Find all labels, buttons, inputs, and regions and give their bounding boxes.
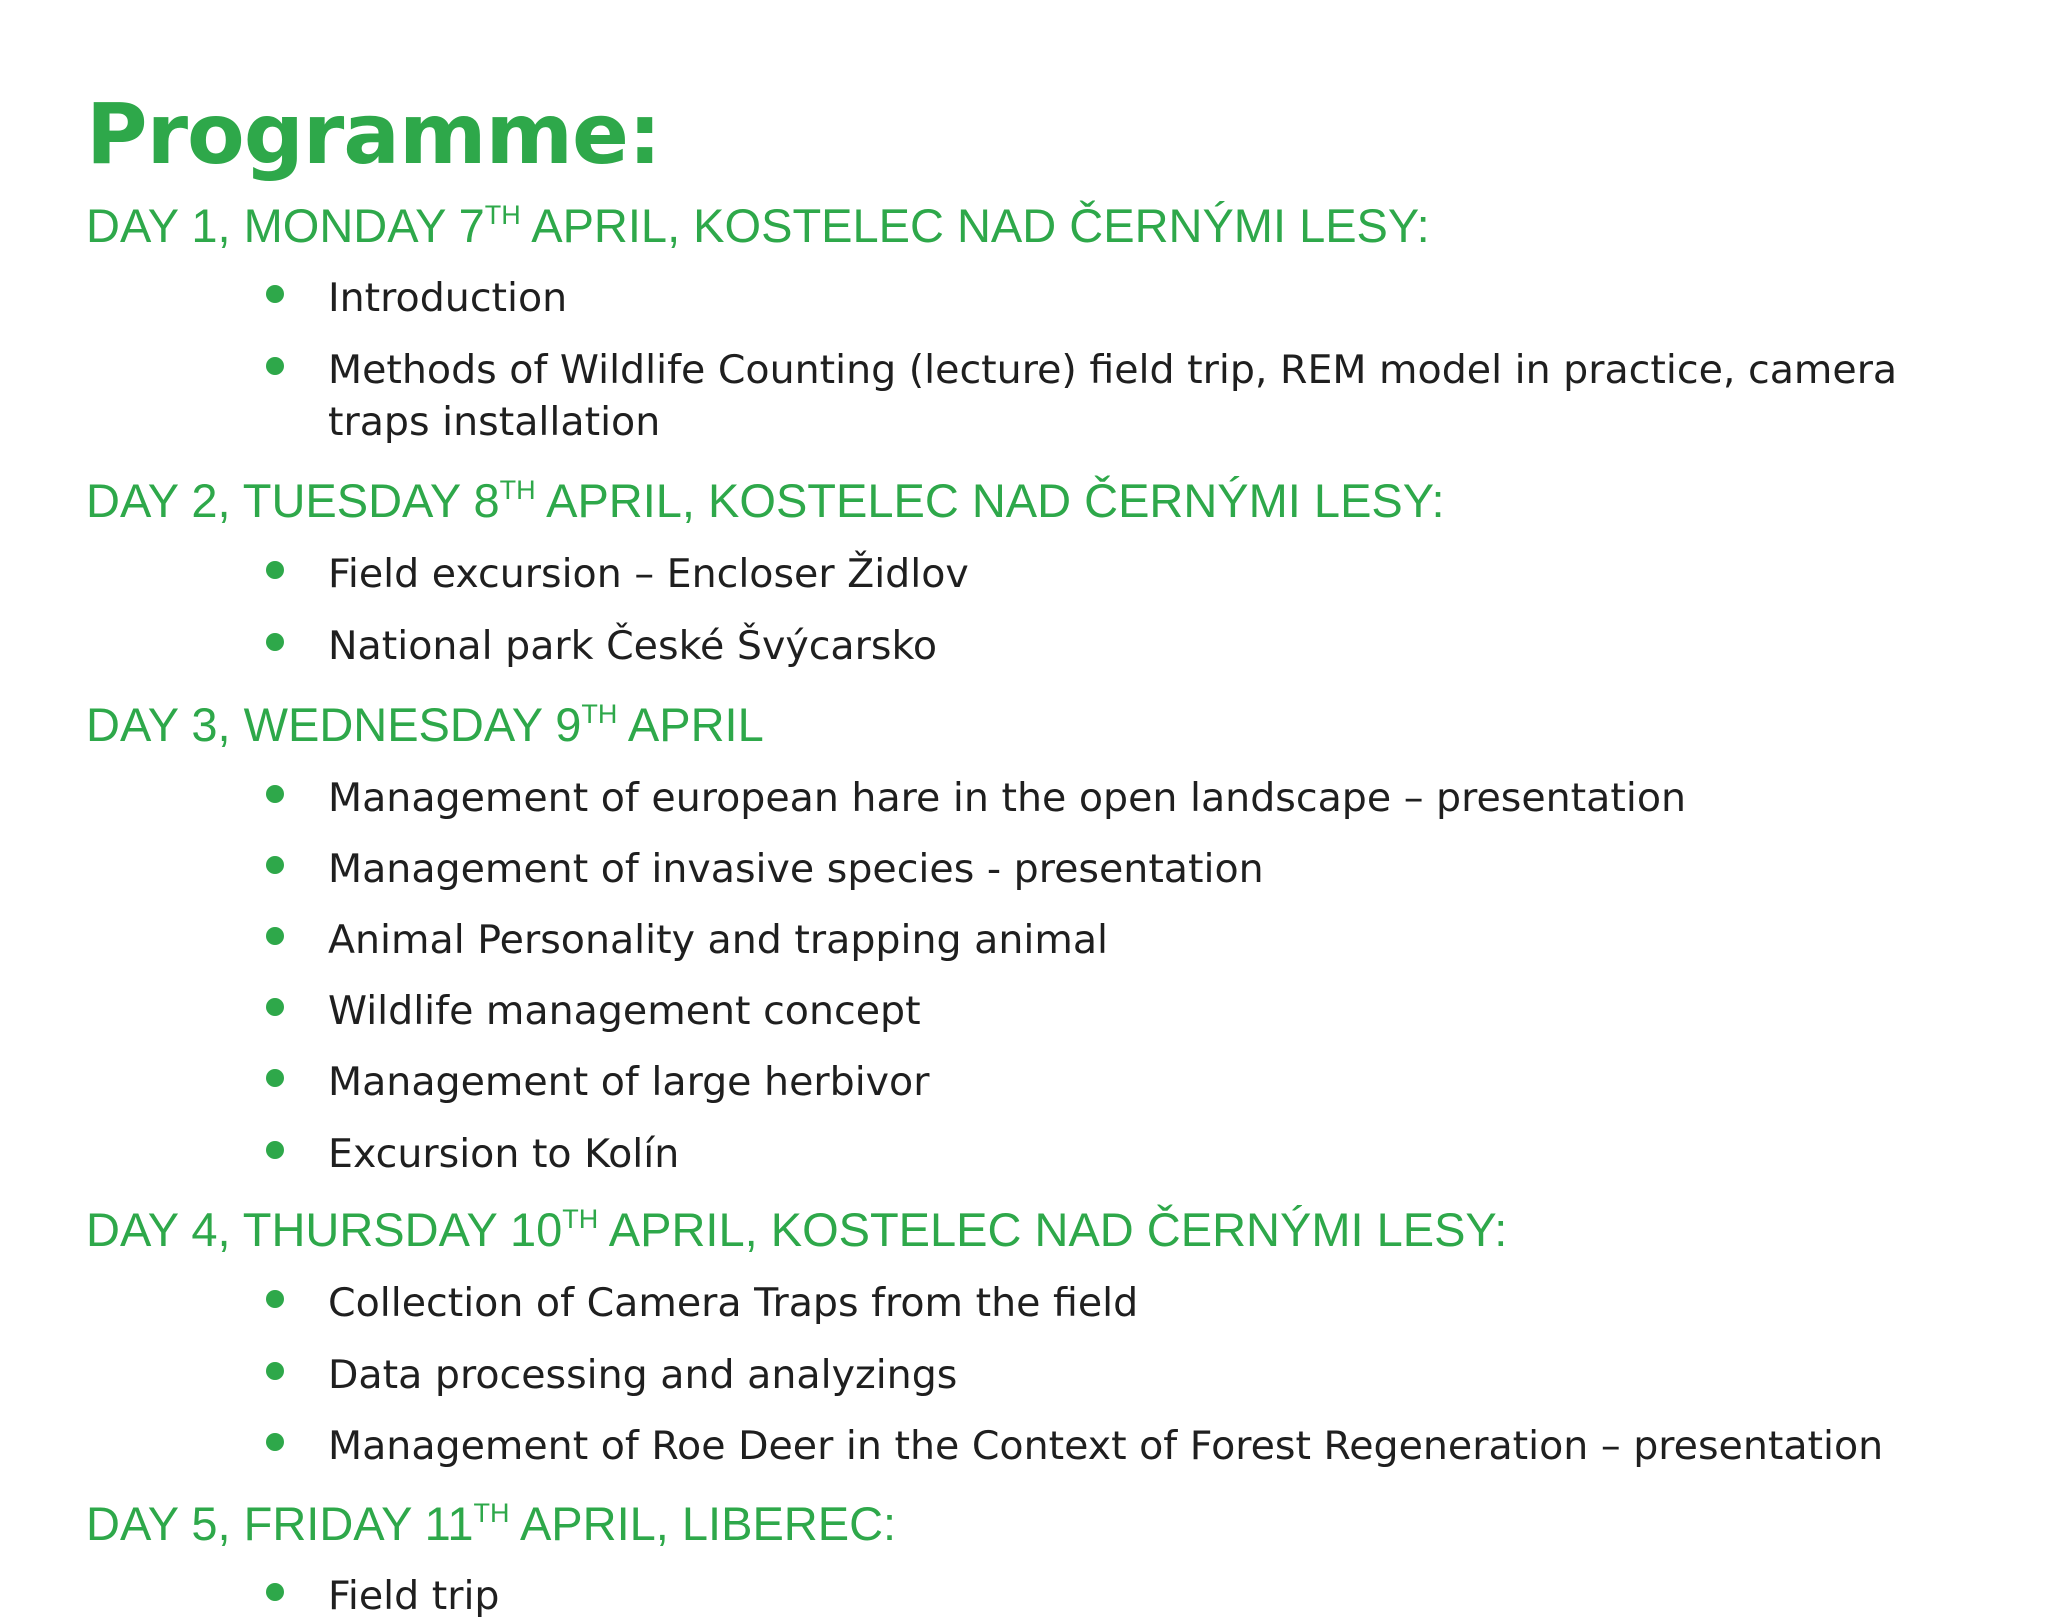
- day-3-item-3: Animal Personality and trapping animal: [328, 917, 1109, 963]
- day-4-ordinal-suffix: TH: [562, 1204, 599, 1234]
- bullet-icon: [266, 561, 284, 579]
- bullet-icon: [266, 1141, 284, 1159]
- day-4-heading: [86, 1200, 1507, 1267]
- day-5-heading: [86, 1494, 896, 1561]
- day-3-item-5: Management of large herbivor: [328, 1059, 930, 1105]
- day-4-heading-rest: APRIL, KOSTELEC NAD ČERNÝMI LESY:: [598, 1203, 1508, 1256]
- bullet-icon: [266, 1069, 284, 1087]
- day-3-heading-text: DAY 3, WEDNESDAY 9: [86, 698, 582, 751]
- bullet-icon: [266, 633, 284, 651]
- day-4-heading-text: DAY 4, THURSDAY 10: [86, 1203, 563, 1256]
- day-1-item-1: Introduction: [328, 275, 568, 321]
- day-1-item-2: Methods of Wildlife Counting (lecture) field trip, REM model in practice, camera traps installation: [328, 347, 1898, 445]
- bullet-icon: [266, 998, 284, 1016]
- day-4-item-1: Collection of Camera Traps from the field: [328, 1280, 1139, 1326]
- day-1-heading-rest: APRIL, KOSTELEC NAD ČERNÝMI LESY:: [520, 199, 1430, 252]
- day-3-item-4: Wildlife management concept: [328, 988, 921, 1034]
- day-5-heading-rest: APRIL, LIBEREC:: [509, 1497, 897, 1550]
- day-3-item-6: Excursion to Kolín: [328, 1131, 680, 1177]
- day-2-item-2: National park České Švýcarsko: [328, 623, 938, 669]
- day-3-item-2: Management of invasive species - presentation: [328, 846, 1264, 892]
- bullet-icon: [266, 927, 284, 945]
- bullet-icon: [266, 357, 284, 375]
- bullet-icon: [266, 1583, 284, 1601]
- day-1-heading: [86, 196, 1430, 263]
- bullet-icon: [266, 1290, 284, 1308]
- day-5-heading-text: DAY 5, FRIDAY 11: [86, 1497, 474, 1550]
- day-2-item-1: Field excursion – Encloser Židlov: [328, 551, 969, 597]
- day-2-heading: [86, 471, 1445, 538]
- page-title: Programme:: [86, 85, 661, 183]
- day-2-heading-text: DAY 2, TUESDAY 8: [86, 474, 500, 527]
- bullet-icon: [266, 1362, 284, 1380]
- day-1-heading-text: DAY 1, MONDAY 7: [86, 199, 485, 252]
- day-3-heading: [86, 695, 764, 762]
- day-3-heading-rest: APRIL: [617, 698, 764, 751]
- bullet-icon: [266, 1433, 284, 1451]
- day-1-ordinal-suffix: TH: [484, 200, 521, 230]
- day-4-item-3: Management of Roe Deer in the Context of Forest Regeneration – presentation: [328, 1423, 1884, 1469]
- day-4-item-2: Data processing and analyzings: [328, 1352, 958, 1398]
- bullet-icon: [266, 856, 284, 874]
- bullet-icon: [266, 785, 284, 803]
- day-5-ordinal-suffix: TH: [473, 1498, 510, 1528]
- day-2-heading-rest: APRIL, KOSTELEC NAD ČERNÝMI LESY:: [535, 474, 1445, 527]
- day-2-ordinal-suffix: TH: [499, 475, 536, 505]
- bullet-icon: [266, 285, 284, 303]
- day-3-item-1: Management of european hare in the open landscape – presentation: [328, 775, 1687, 821]
- day-3-ordinal-suffix: TH: [581, 699, 618, 729]
- day-5-item-1: Field trip: [328, 1573, 500, 1619]
